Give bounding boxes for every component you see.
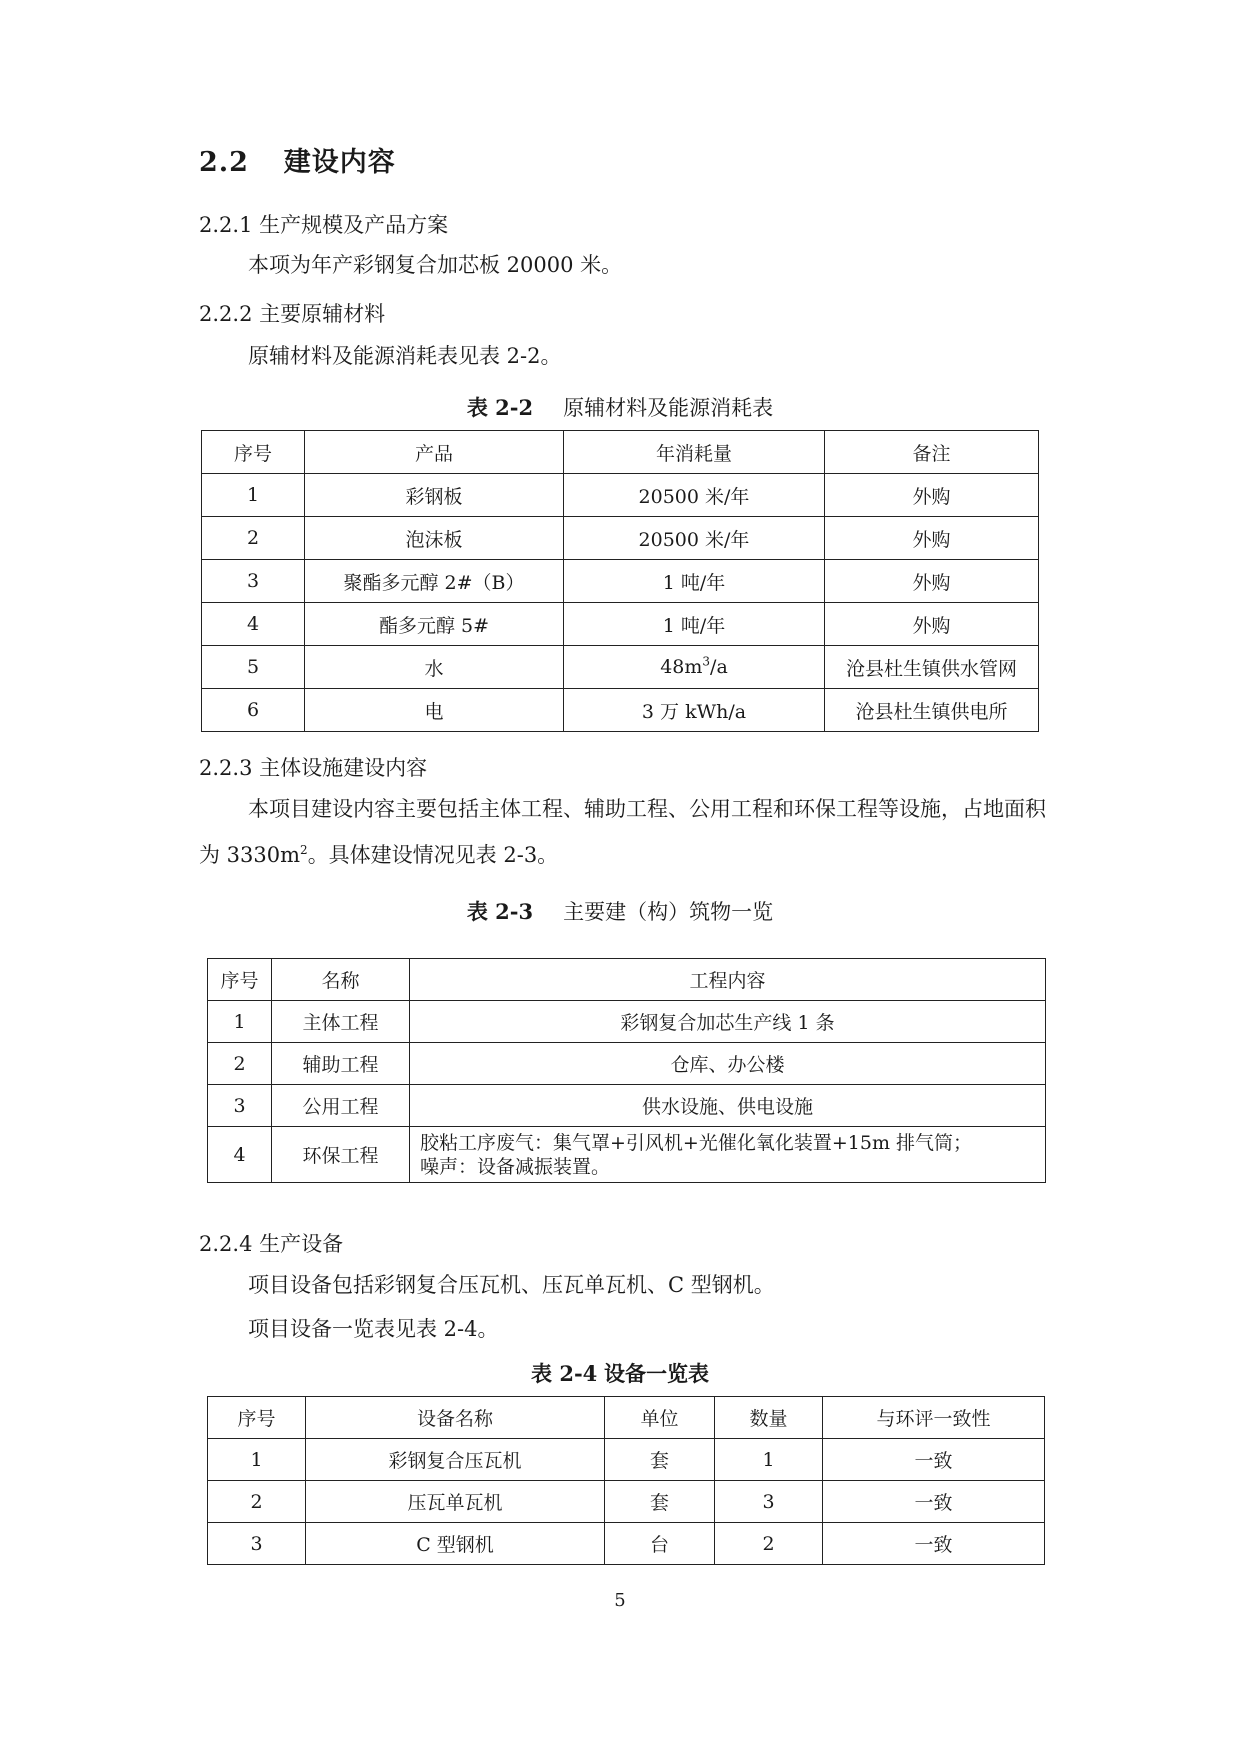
header-cell: 与环评一致性 [823,1397,1045,1439]
table-cell: 一致 [823,1523,1045,1565]
table-cell: 1 [208,1001,272,1043]
table-cell: 20500 米/年 [564,474,825,517]
table-cell: 辅助工程 [272,1043,410,1085]
area-unit-superscript: 2 [300,843,308,857]
table-row [208,1127,1046,1183]
table-cell: 一致 [823,1439,1045,1481]
table-cell: 1 吨/年 [564,603,825,646]
cell-line: 胶粘工序废气：集气罩+引风机+光催化氧化装置+15m 排气筒； [420,1131,972,1154]
table-cell: 3 [208,1523,306,1565]
table-header-row [208,1397,1045,1439]
table-cell: 6 [202,689,305,732]
table-cell: C 型钢机 [306,1523,605,1565]
cell-line: 噪声：设备减振装置。 [420,1155,611,1178]
table-cell: 台 [605,1523,715,1565]
table-cell: 20500 米/年 [564,517,825,560]
table-cell: 供水设施、供电设施 [410,1085,1046,1127]
section-heading [199,140,396,179]
table-cell [410,1127,1046,1183]
table-cell: 压瓦单瓦机 [306,1481,605,1523]
header-cell: 设备名称 [306,1397,605,1439]
table-cell: 沧县杜生镇供电所 [825,689,1039,732]
header-cell: 年消耗量 [564,431,825,474]
paragraph-223-text-b: 。具体建设情况见表 2-3。 [307,843,559,867]
subsection-heading-223: 2.2.3 主体设施建设内容 [199,756,428,780]
table-row [208,1085,1046,1127]
table-cell: 2 [208,1043,272,1085]
table-row [202,603,1039,646]
header-cell: 名称 [272,959,410,1001]
table-row [202,517,1039,560]
table-row [208,1043,1046,1085]
table-cell: 3 [715,1481,823,1523]
paragraph-223 [199,786,1059,878]
subsection-heading-224: 2.2.4 生产设备 [199,1232,344,1256]
table-row [202,646,1039,689]
table-cell: 水 [305,646,564,689]
table-cell: 电 [305,689,564,732]
table-cell [564,646,825,689]
page-number: 5 [614,1590,626,1611]
table-2-4-caption [0,1358,1240,1388]
table-cell: 外购 [825,474,1039,517]
table-2-4-caption-title: 设备一览表 [603,1361,709,1386]
table-row [208,1001,1046,1043]
table-cell: 彩钢复合压瓦机 [306,1439,605,1481]
paragraph-224-1: 项目设备包括彩钢复合压瓦机、压瓦单瓦机、C 型钢机。 [248,1273,775,1297]
table-cell: 聚酯多元醇 2#（B） [305,560,564,603]
table-cell: 3 [202,560,305,603]
table-cell: 套 [605,1439,715,1481]
table-cell: 环保工程 [272,1127,410,1183]
table-2-3-caption-title: 主要建（构）筑物一览 [563,900,774,924]
table-row [202,689,1039,732]
table-2-2-caption-title: 原辅材料及能源消耗表 [563,396,774,420]
table-cell: 1 [202,474,305,517]
table-cell: 主体工程 [272,1001,410,1043]
header-cell: 序号 [208,959,272,1001]
table-cell: 2 [208,1481,306,1523]
paragraph-224-2: 项目设备一览表见表 2-4。 [248,1317,499,1341]
table-2-3-caption-number: 表 2-3 [466,899,534,924]
table-2-4 [207,1396,1045,1565]
table-cell: 彩钢复合加芯生产线 1 条 [410,1001,1046,1043]
table-cell: 套 [605,1481,715,1523]
paragraph-222: 原辅材料及能源消耗表见表 2-2。 [248,344,562,368]
table-2-4-caption-number: 表 2-4 [531,1361,598,1386]
table-cell: 5 [202,646,305,689]
water-unit-superscript: 3 [702,654,711,669]
table-2-2 [201,430,1039,732]
table-cell: 外购 [825,517,1039,560]
table-cell: 1 [715,1439,823,1481]
section-title: 建设内容 [283,147,396,178]
table-cell: 3 万 kWh/a [564,689,825,732]
table-cell: 彩钢板 [305,474,564,517]
water-unit-tail: /a [710,656,728,678]
paragraph-221: 本项为年产彩钢复合加芯板 20000 米。 [248,253,623,277]
table-cell: 4 [208,1127,272,1183]
table-cell: 外购 [825,603,1039,646]
table-header-row [202,431,1039,474]
header-cell: 产品 [305,431,564,474]
table-cell: 3 [208,1085,272,1127]
subsection-heading-221: 2.2.1 生产规模及产品方案 [199,213,449,237]
table-cell: 酯多元醇 5# [305,603,564,646]
table-2-3-caption [0,896,1240,926]
paragraph-223-text-a: 本项目建设内容主要包括主体工程、辅助工程、公用工程和环保工程等设施，占地面积为 3330m [199,797,1046,867]
table-row [208,1481,1045,1523]
water-amount: 48m [660,656,703,678]
section-number: 2.2 [199,147,249,178]
table-header-row [208,959,1046,1001]
subsection-heading-222: 2.2.2 主要原辅材料 [199,302,386,326]
table-cell: 仓库、办公楼 [410,1043,1046,1085]
table-cell: 4 [202,603,305,646]
table-cell: 外购 [825,560,1039,603]
table-2-3 [207,958,1046,1183]
table-cell: 2 [715,1523,823,1565]
table-row [202,474,1039,517]
table-cell: 公用工程 [272,1085,410,1127]
table-cell: 1 [208,1439,306,1481]
header-cell: 数量 [715,1397,823,1439]
header-cell: 单位 [605,1397,715,1439]
header-cell: 序号 [208,1397,306,1439]
table-cell: 2 [202,517,305,560]
table-cell: 泡沫板 [305,517,564,560]
header-cell: 序号 [202,431,305,474]
table-cell: 沧县杜生镇供水管网 [825,646,1039,689]
table-cell: 1 吨/年 [564,560,825,603]
header-cell: 工程内容 [410,959,1046,1001]
header-cell: 备注 [825,431,1039,474]
table-2-2-caption [0,392,1240,422]
table-2-2-caption-number: 表 2-2 [466,395,534,420]
table-row [202,560,1039,603]
table-cell: 一致 [823,1481,1045,1523]
table-row [208,1523,1045,1565]
table-row [208,1439,1045,1481]
